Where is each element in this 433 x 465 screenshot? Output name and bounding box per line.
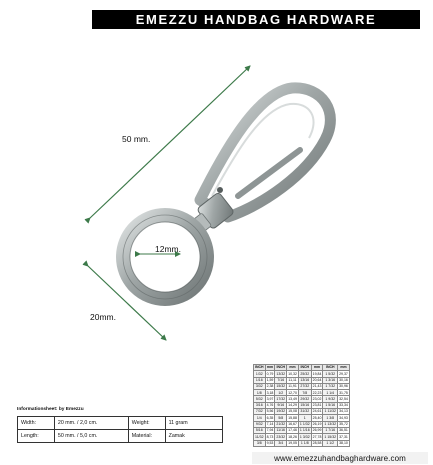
table-cell: 2,38 [266,384,274,389]
table-cell: 18,26 [288,434,297,439]
spec-value: 50 mm. / 5,0 cm. [54,430,128,443]
table-row [254,427,350,433]
table-cell: 1 5/32 [323,371,338,377]
table-cell: 12,70 [288,390,297,395]
table-row [254,383,350,389]
table-cell: 1 3/32 [299,434,310,439]
table-cell: 23,02 [312,396,322,401]
spring-gate [238,150,300,196]
column-header: mm [266,365,274,370]
table-cell: 23,81 [312,403,322,408]
table-cell: 1 [298,415,311,421]
table-cell: 11/32 [255,434,264,439]
spec-label: Width: [18,417,55,430]
table-cell: 20,64 [312,377,322,382]
table-cell: 4,76 [266,403,274,408]
table-cell: 1 9/32 [323,396,338,402]
table-cell: 8,73 [266,434,274,439]
table-cell: 1 15/32 [324,434,337,439]
spec-value: 20 mm. / 2,0 cm. [54,417,128,430]
table-cell: 16,67 [288,422,297,427]
table-row [254,371,350,377]
table-row [254,377,350,383]
table-cell: 1 7/32 [323,383,338,389]
table-cell: 1 1/8 [298,440,311,446]
table-cell: 1 3/16 [323,377,338,383]
table-cell: 1 1/2 [323,440,338,446]
spec-label: Weight: [128,417,165,430]
footer-bar [252,452,428,464]
spec-value: Zamak [165,430,222,443]
table-cell: 11,11 [288,377,297,382]
page-title: EMEZZU HANDBAG HARDWARE [135,12,377,27]
round-ring [123,215,207,299]
table-cell: 17,46 [288,428,297,433]
table-cell: 21,43 [312,384,322,389]
table-cell: 11,91 [288,384,297,389]
table-cell: 7/8 [298,390,311,396]
info-table [17,416,223,443]
table-cell: 13/32 [276,371,286,376]
table-cell: 1/16 [254,377,266,383]
table-cell: 15,08 [288,409,297,414]
table-cell: 1/8 [254,390,266,396]
table-cell: 26,19 [312,422,322,427]
table-cell: 21/32 [276,422,286,427]
conversion-table [253,364,350,447]
table-cell: 3/4 [275,440,287,446]
table-cell: 1 1/16 [299,428,310,433]
table-cell: 7/16 [275,377,287,383]
table-cell: 37,31 [339,434,348,439]
table-cell: 1 1/4 [323,390,338,396]
table-row [254,409,350,415]
inner-diameter-label: 12mm. [155,244,181,254]
table-cell: 27/32 [300,384,310,389]
spec-label: Length: [18,430,55,443]
table-cell: 5/8 [275,415,287,421]
table-cell: 7,14 [266,422,274,427]
table-cell: 36,51 [339,428,348,433]
table-row [254,434,350,440]
table-cell: 11/16 [276,428,285,433]
table-cell: 26,99 [312,428,322,433]
table-cell: 10,32 [288,371,297,376]
table-cell: 32,54 [339,396,348,401]
table-cell: 5,56 [266,409,274,414]
spec-value: 11 gram [165,417,222,430]
table-cell: 28,58 [312,440,322,445]
table-cell: 3,18 [266,390,274,395]
table-row [254,396,350,402]
table-cell: 25,40 [312,415,322,420]
column-header: mm [311,365,323,371]
table-cell: 23/32 [276,434,286,439]
table-cell: 5/32 [254,396,266,402]
table-cell: 24,61 [312,409,322,414]
table-cell: 3/8 [254,440,266,446]
table-cell: 3,97 [266,396,274,401]
table-cell: 1 7/16 [323,427,338,433]
table-cell: 19/32 [276,409,286,414]
table-cell: 19,05 [288,440,297,445]
length-label: 50 mm. [122,134,151,144]
table-cell: 9/32 [254,421,266,427]
table-cell: 34,93 [339,415,348,420]
table-row [254,421,350,427]
info-sheet [17,407,223,443]
table-cell: 15/16 [300,403,310,408]
column-header: INCH [323,365,338,371]
table-cell: 13,49 [288,396,297,401]
column-header: INCH [255,365,264,370]
table-cell: 15/32 [276,384,286,389]
website-url: www.emezzuhandbaghardware.com [274,453,406,463]
table-row [18,417,223,430]
table-cell: 22,23 [312,390,322,395]
table-cell: 0,79 [266,371,274,376]
table-row [254,402,350,408]
table-cell: 5/16 [254,427,266,433]
table-cell: 35,72 [339,422,348,427]
table-cell: 19,84 [312,371,322,376]
table-cell: 30,96 [339,384,348,389]
table-cell: 38,10 [339,440,348,445]
table-cell: 29,37 [339,371,348,376]
table-cell: 13/16 [300,377,310,382]
table-cell: 3/16 [254,402,266,408]
table-cell: 6,35 [266,415,274,420]
column-header: INCH [276,365,286,370]
column-header: mm [338,365,350,371]
info-sheet-heading: Informationsheet: by Emezzu [17,407,84,412]
table-cell: 25/32 [300,371,310,376]
table-cell: 30,16 [339,377,348,382]
table-cell: 7,94 [266,428,274,433]
table-cell: 3/32 [254,383,266,389]
table-cell: 1 11/32 [324,409,336,414]
table-cell: 31/32 [300,409,310,414]
table-cell: 9,53 [266,440,274,445]
table-cell: 33,34 [339,403,348,408]
table-cell: 1/2 [275,390,287,396]
table-cell: 27,78 [312,434,322,439]
column-header: INCH [298,365,311,371]
table-cell: 1 1/32 [299,422,310,427]
table-cell: 7/32 [254,409,266,415]
table-cell: 15,88 [288,415,297,420]
table-cell: 31,75 [339,390,348,395]
table-cell: 1 3/8 [323,415,338,421]
table-cell: 1/32 [254,371,266,377]
table-cell: 9/16 [275,402,287,408]
table-cell: 14,29 [288,403,297,408]
table-cell: 29/32 [300,396,310,401]
width-label: 20mm. [90,312,116,322]
table-cell: 1,59 [266,377,274,382]
column-header: mm [287,365,299,371]
table-row [254,440,350,446]
table-cell: 34,13 [339,409,348,414]
table-row [18,430,223,443]
table-cell: 17/32 [276,396,286,401]
table-cell: 1/4 [254,415,266,421]
table-cell: 1 5/16 [323,402,338,408]
table-cell: 1 13/32 [324,422,337,427]
spec-label: Material: [128,430,165,443]
